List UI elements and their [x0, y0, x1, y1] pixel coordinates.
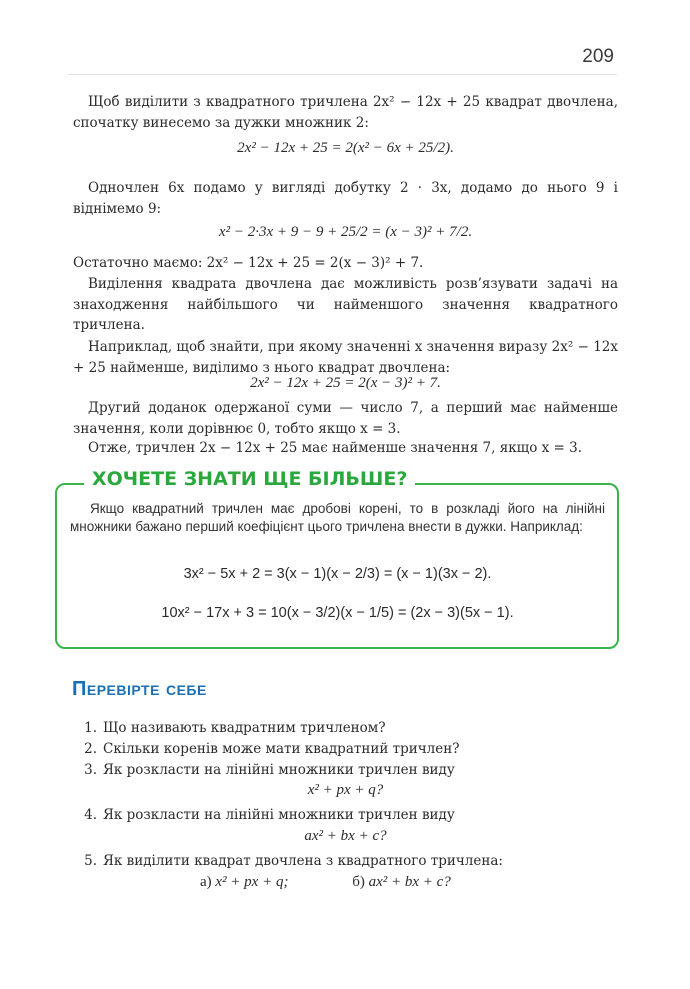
question-number: 1. [84, 720, 97, 736]
section-title-check-yourself: Перевірте себе [72, 678, 207, 700]
question-2 [73, 739, 618, 759]
question-number: 3. [84, 762, 97, 778]
formula-vertex-form: 2x² − 12x + 25 = 2(x − 3)² + 7. [250, 375, 441, 391]
option-b [352, 874, 451, 891]
option-label: б) [352, 874, 365, 890]
question-text: Як розкласти на лінійні множники тричлен виду [103, 807, 455, 823]
formula-factor-two: 2x² − 12x + 25 = 2(x² − 6x + 25/2). [237, 140, 454, 156]
top-rule [68, 74, 617, 75]
info-box-formula-1: 3x² − 5x + 2 = 3(x − 1)(x − 2/3) = (x − 1)(3x − 2). [183, 566, 492, 582]
page-number: 209 [582, 46, 614, 67]
option-formula: x² + px + q; [215, 874, 289, 890]
question-text: Що називають квадратним тричленом? [103, 720, 386, 736]
question-number: 2. [84, 741, 97, 757]
paragraph-application: Виділення квадрата двочлена дає можливість розв’язувати задачі на знаходження найбільшого чи найменшого значення квадратного тричлена. [73, 276, 618, 333]
question-text: Скільки коренів може мати квадратний тричлен? [103, 741, 460, 757]
question-text: Як розкласти на лінійні множники тричлен виду [103, 762, 455, 778]
info-box-text: Якщо квадратний тричлен має дробові корені, то в розкладі його на лінійні множники бажано перший коефіцієнт цього тричлена внести в дужки. Наприклад: [70, 501, 605, 534]
question-1 [73, 718, 618, 738]
question-3-formula: x² + px + q? [307, 782, 384, 798]
question-number: 5. [84, 853, 97, 869]
question-5-options [200, 874, 451, 891]
option-formula: ax² + bx + c? [368, 874, 451, 890]
paragraph-example: Наприклад, щоб знайти, при якому значенні x значення виразу 2x² − 12x + 25 найменше, виділимо з нього квадрат двочлена: [73, 339, 618, 376]
option-a [200, 874, 288, 891]
info-box-title: ХОЧЕТЕ ЗНАТИ ЩЕ БІЛЬШЕ? [84, 468, 415, 490]
question-3 [73, 760, 618, 780]
question-5 [73, 851, 618, 871]
paragraph-result: Остаточно маємо: 2x² − 12x + 25 = 2(x − 3)² + 7. [73, 255, 424, 271]
paragraph-monomial: Одночлен 6x подамо у вигляді добутку 2 · 3x, додамо до нього 9 і віднімемо 9: [73, 180, 618, 217]
paragraph-intro: Щоб виділити з квадратного тричлена 2x² − 12x + 25 квадрат двочлена, спочатку винесемо за дужки множник 2: [73, 94, 618, 131]
question-4 [73, 805, 618, 825]
question-text: Як виділити квадрат двочлена з квадратного тричлена: [103, 853, 503, 869]
formula-complete-square: x² − 2·3x + 9 − 9 + 25/2 = (x − 3)² + 7/2. [218, 224, 473, 240]
paragraph-second-term: Другий доданок одержаної суми — число 7, а перший має найменше значення, коли дорівнює 0, тобто якщо x = 3. [73, 400, 618, 437]
question-number: 4. [84, 807, 97, 823]
option-label: а) [200, 874, 212, 890]
info-box-formula-2: 10x² − 17x + 3 = 10(x − 3/2)(x − 1/5) = (2x − 3)(5x − 1). [161, 605, 514, 621]
paragraph-conclusion: Отже, тричлен 2x − 12x + 25 має найменше значення 7, якщо x = 3. [88, 440, 583, 456]
question-4-formula: ax² + bx + c? [304, 828, 387, 844]
